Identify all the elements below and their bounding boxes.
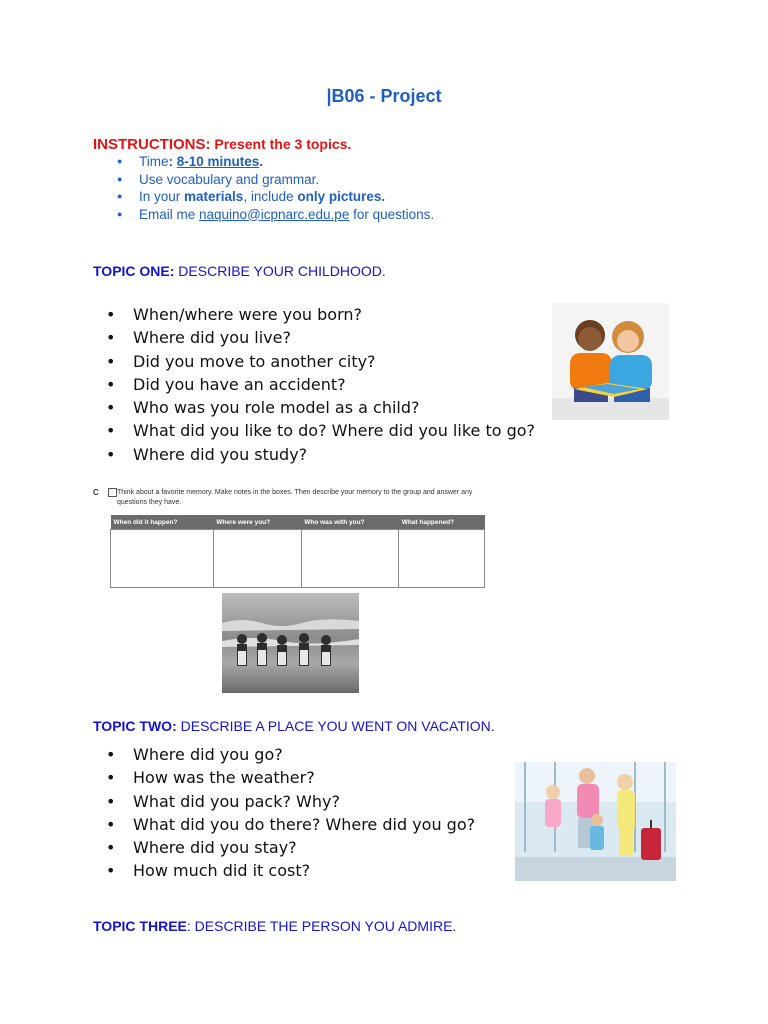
topic-one-text: DESCRIBE YOUR CHILDHOOD. xyxy=(174,263,386,279)
table-header: Where were you? xyxy=(213,515,301,530)
email-link[interactable]: naquino@icpnarc.edu.pe xyxy=(199,206,350,222)
list-item: • What did you pack? Why? xyxy=(106,790,475,813)
topic-two-text: DESCRIBE A PLACE YOU WENT ON VACATION xyxy=(176,718,491,734)
vocab-text: Use vocabulary and grammar. xyxy=(139,171,320,187)
topic-one-label: TOPIC ONE: xyxy=(93,263,175,279)
list-item: • Where did you study? xyxy=(106,443,535,466)
topic-three-label: TOPIC THREE xyxy=(93,918,187,934)
memory-notes-table xyxy=(110,515,485,588)
list-item: • What did you like to do? Where did you like to go? xyxy=(106,419,535,442)
notes-cell[interactable] xyxy=(213,530,301,588)
page-title: |B06 - Project xyxy=(326,86,442,106)
table-header: Who was with you? xyxy=(301,515,398,530)
topic-two-end: . xyxy=(490,718,495,734)
list-item xyxy=(117,206,434,224)
list-item: • When/where were you born? xyxy=(106,303,535,326)
table-header: What happened? xyxy=(399,515,485,530)
list-item xyxy=(117,188,434,206)
memory-worksheet xyxy=(93,484,485,588)
time-value-link[interactable]: 8-10 minutes xyxy=(176,154,260,169)
topic-two-heading xyxy=(93,718,495,734)
notes-cell[interactable] xyxy=(399,530,485,588)
list-item: • Did you have an accident? xyxy=(106,373,535,396)
topic-three-text: : DESCRIBE THE PERSON YOU ADMIRE. xyxy=(186,918,457,934)
topic-three-heading xyxy=(93,918,456,934)
instructions-text: Present the 3 topics. xyxy=(214,136,352,152)
notes-cell[interactable] xyxy=(111,530,214,588)
materials-mid: , include xyxy=(243,189,298,204)
instructions-heading xyxy=(93,136,351,153)
email-pre: Email me xyxy=(139,206,200,222)
instructions-label: INSTRUCTIONS: xyxy=(93,136,211,153)
instructions-list xyxy=(117,153,434,223)
group-icon xyxy=(108,488,117,497)
topic-one-questions xyxy=(106,303,535,466)
list-item: • How much did it cost? xyxy=(106,859,475,882)
worksheet-letter: C xyxy=(93,488,99,497)
list-item: • Where did you go? xyxy=(106,743,475,766)
worksheet-prompt: Think about a favorite memory. Make notes in the boxes. Then describe your memory to the group and answer any questions they have. xyxy=(117,489,473,506)
list-item: • Where did you stay? xyxy=(106,836,475,859)
list-item: • What did you do there? Where did you go? xyxy=(106,813,475,836)
children-beach-photo xyxy=(222,593,359,693)
table-header: When did it happen? xyxy=(111,515,214,530)
materials-bold2: only pictures. xyxy=(297,189,386,204)
topic-one-heading xyxy=(93,263,386,279)
list-item: • How was the weather? xyxy=(106,766,475,789)
time-colon: : xyxy=(168,154,173,169)
notes-cell[interactable] xyxy=(301,530,398,588)
family-vacation-photo xyxy=(515,762,676,881)
list-item xyxy=(117,153,434,171)
materials-pre: In your xyxy=(139,189,185,204)
email-post: for questions. xyxy=(349,206,435,222)
topic-two-questions xyxy=(106,743,475,883)
list-item: • Who was you role model as a child? xyxy=(106,396,535,419)
topic-two-label: TOPIC TWO: xyxy=(93,718,177,734)
time-end: . xyxy=(259,154,264,169)
list-item: • Did you move to another city? xyxy=(106,350,535,373)
list-item: • Where did you live? xyxy=(106,326,535,349)
children-reading-photo xyxy=(552,303,669,420)
list-item xyxy=(117,171,434,189)
time-label: Time xyxy=(139,154,169,169)
materials-bold: materials xyxy=(184,189,244,204)
